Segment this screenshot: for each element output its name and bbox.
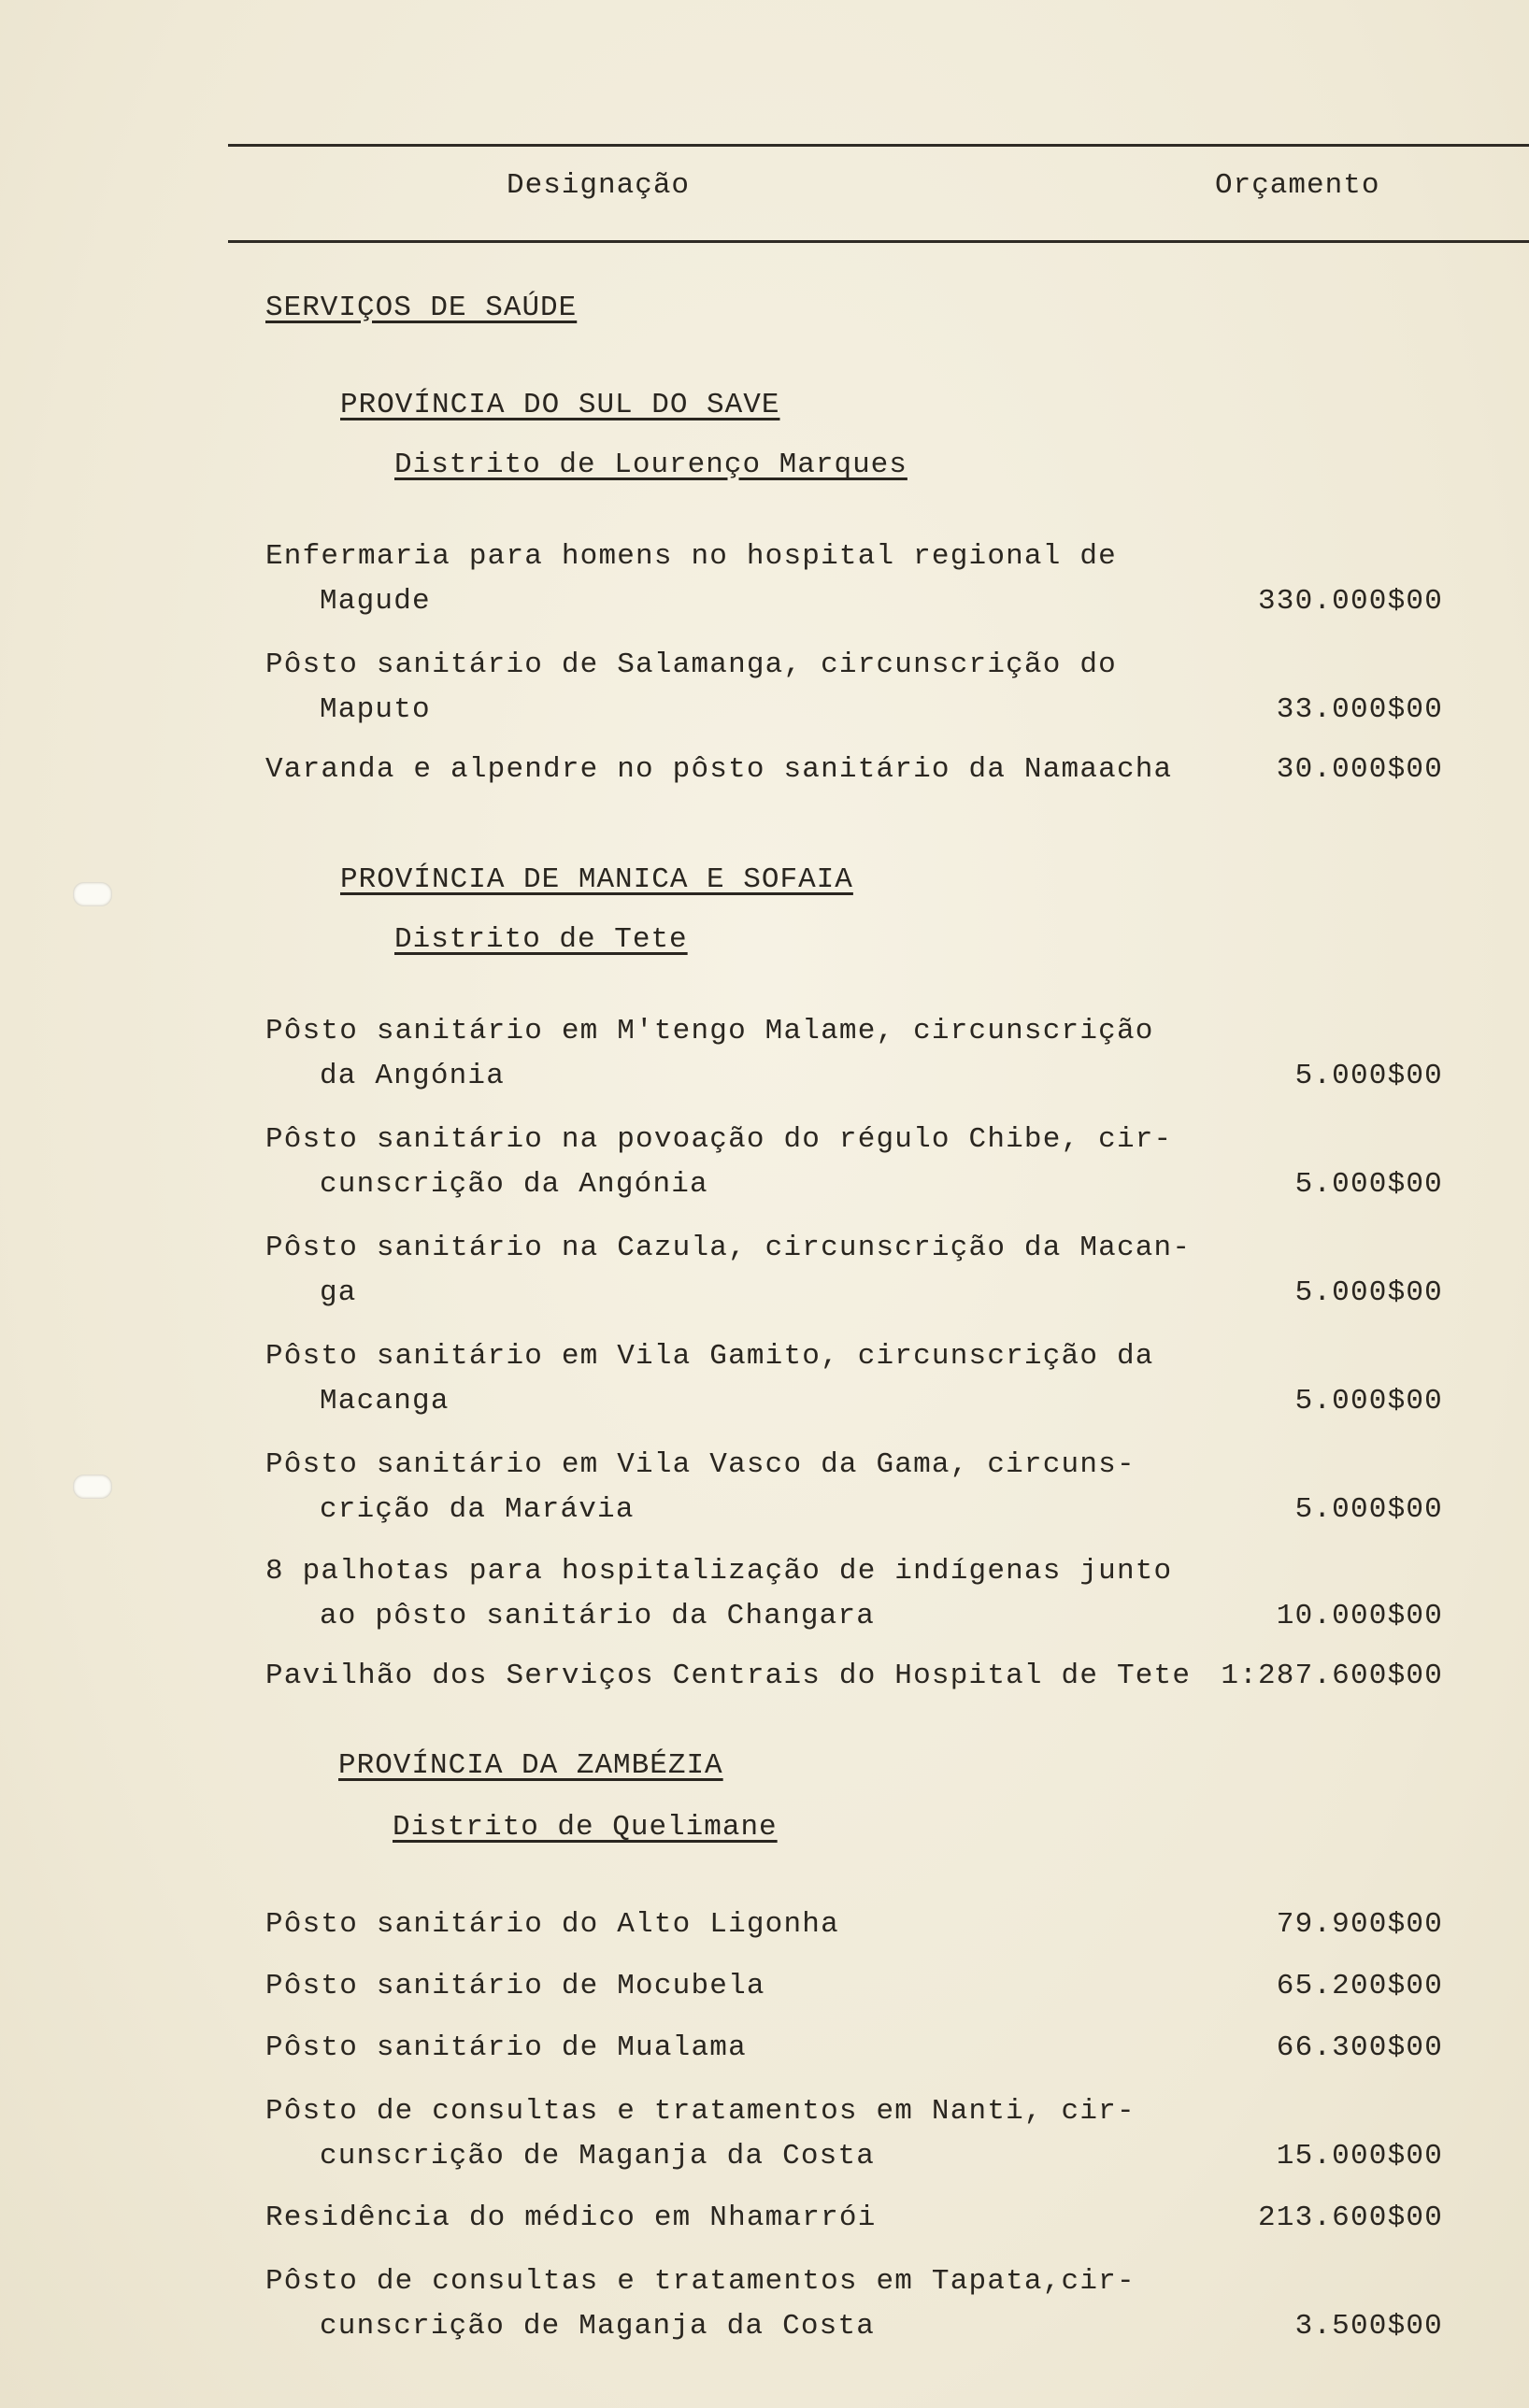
district-heading: Distrito de Lourenço Marques (394, 449, 907, 481)
item-amount: 213.600$00 (1257, 2201, 1443, 2234)
item-amount: 33.000$00 (1276, 693, 1443, 726)
item-amount: 5.000$00 (1294, 1385, 1443, 1418)
item-description-cont: crição da Marávia (320, 1493, 635, 1526)
budget-item (265, 1226, 1443, 1316)
item-description: Enfermaria para homens no hospital regional de (265, 540, 1117, 573)
binder-hole (73, 1475, 112, 1499)
budget-item (265, 2089, 1443, 2179)
item-description: Pôsto sanitário de Mocubela (265, 1970, 765, 2002)
item-description-cont: ao pôsto sanitário da Changara (320, 1600, 876, 1632)
header-top-rule (228, 144, 1529, 147)
item-amount: 5.000$00 (1294, 1276, 1443, 1309)
budget-item (265, 2026, 1443, 2071)
budget-item (265, 1009, 1443, 1099)
item-description: Pôsto sanitário de Mualama (265, 2031, 747, 2064)
item-description: Pôsto sanitário na povoação do régulo Chibe, cir- (265, 1123, 1173, 1156)
item-amount: 5.000$00 (1294, 1493, 1443, 1526)
item-amount: 79.900$00 (1276, 1908, 1443, 1941)
item-description: Pôsto de consultas e tratamentos em Tapata,cir- (265, 2265, 1136, 2298)
item-description: 8 palhotas para hospitalização de indígenas junto (265, 1555, 1173, 1588)
item-amount: 30.000$00 (1276, 753, 1443, 786)
item-amount: 1:287.600$00 (1221, 1660, 1443, 1692)
binder-hole (73, 882, 112, 906)
section-title: SERVIÇOS DE SAÚDE (265, 292, 578, 324)
item-description-cont: ga (320, 1276, 357, 1309)
item-amount: 5.000$00 (1294, 1168, 1443, 1201)
item-description-cont: cunscrição de Maganja da Costa (320, 2310, 876, 2343)
item-description: Varanda e alpendre no pôsto sanitário da Namaacha (265, 753, 1173, 786)
column-header-designation: Designação (507, 169, 691, 202)
province-heading: PROVÍNCIA DE MANICA E SOFAIA (340, 863, 853, 896)
item-description: Pôsto de consultas e tratamentos em Nanti, cir- (265, 2095, 1136, 2128)
item-description-cont: Maputo (320, 693, 431, 726)
item-description: Pôsto sanitário do Alto Ligonha (265, 1908, 839, 1941)
item-amount: 3.500$00 (1294, 2310, 1443, 2343)
budget-item (265, 748, 1443, 792)
item-amount: 10.000$00 (1276, 1600, 1443, 1632)
district-heading: Distrito de Tete (394, 923, 688, 956)
item-description: Residência do médico em Nhamarrói (265, 2201, 877, 2234)
budget-item (265, 1443, 1443, 1532)
budget-item (265, 1334, 1443, 1424)
budget-item (265, 1118, 1443, 1207)
budget-item (265, 1549, 1443, 1639)
item-description-cont: cunscrição da Angónia (320, 1168, 708, 1201)
header-bottom-rule (228, 240, 1529, 243)
item-description: Pôsto sanitário em Vila Vasco da Gama, circuns- (265, 1448, 1136, 1481)
item-amount: 330.000$00 (1257, 585, 1443, 618)
item-description: Pôsto sanitário em M'tengo Malame, circunscrição (265, 1015, 1154, 1047)
item-amount: 66.300$00 (1276, 2031, 1443, 2064)
item-amount: 15.000$00 (1276, 2140, 1443, 2173)
budget-item (265, 643, 1443, 733)
item-description: Pôsto sanitário na Cazula, circunscrição da Macan- (265, 1232, 1192, 1264)
item-description-cont: da Angónia (320, 1060, 506, 1092)
district-heading: Distrito de Quelimane (393, 1811, 778, 1844)
item-amount: 5.000$00 (1294, 1060, 1443, 1092)
column-header-budget: Orçamento (1215, 169, 1380, 202)
item-description: Pôsto sanitário de Salamanga, circunscrição do (265, 648, 1117, 681)
province-heading: PROVÍNCIA DO SUL DO SAVE (340, 389, 780, 421)
item-description-cont: Macanga (320, 1385, 450, 1418)
budget-item (265, 534, 1443, 624)
item-amount: 65.200$00 (1276, 1970, 1443, 2002)
budget-item (265, 1902, 1443, 1947)
budget-item (265, 1654, 1443, 1699)
item-description-cont: cunscrição de Maganja da Costa (320, 2140, 876, 2173)
item-description-cont: Magude (320, 585, 431, 618)
budget-item (265, 1964, 1443, 2009)
item-description: Pavilhão dos Serviços Centrais do Hospital de Tete (265, 1660, 1192, 1692)
province-heading: PROVÍNCIA DA ZAMBÉZIA (338, 1749, 723, 1782)
budget-item (265, 2196, 1443, 2241)
item-description: Pôsto sanitário em Vila Gamito, circunscrição da (265, 1340, 1154, 1373)
budget-item (265, 2259, 1443, 2349)
